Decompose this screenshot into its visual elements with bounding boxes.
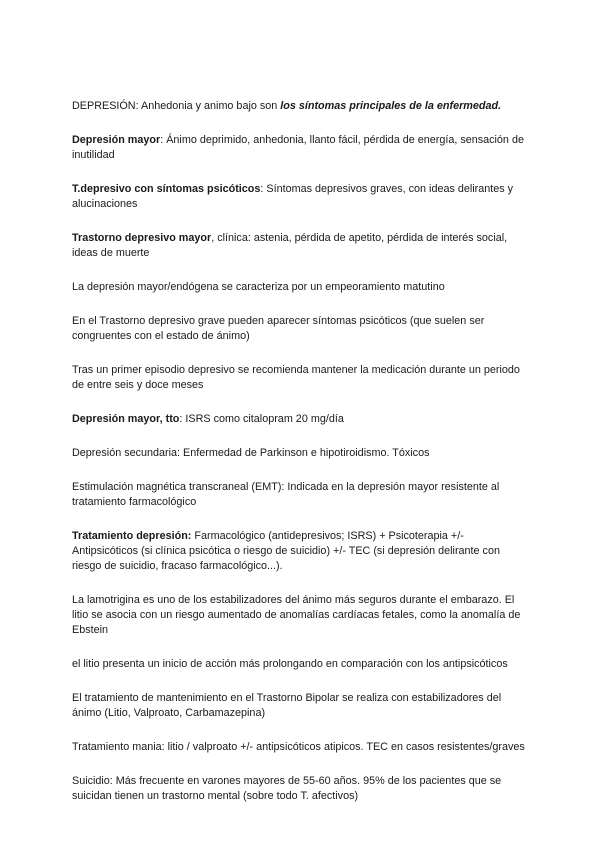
paragraph-suicidio: [72, 774, 532, 804]
paragraph-text: La lamotrigina es uno de los estabilizadores del ánimo más seguros durante el embarazo. El litio se asocia con un riesgo aumentado de anomalías cardíacas fetales, como la anomalía de Ebstein: [72, 594, 521, 636]
paragraph-heading: Tratamiento depresión:: [72, 530, 192, 542]
paragraph-text: En el Trastorno depresivo grave pueden aparecer síntomas psicóticos (que suelen ser congruentes con el estado de ánimo): [72, 315, 485, 342]
paragraph-text: Farmacológico (antidepresivos; ISRS) + Psicoterapia +/- Antipsicóticos (si clínica psicótica o riesgo de suicidio) +/- TEC (si depresión delirante con riesgo de suicidio, fracaso farmacológico...).: [72, 530, 500, 572]
paragraph-litio-inicio: [72, 657, 532, 672]
paragraph-heading: Depresión mayor: [72, 134, 161, 146]
paragraph-emphasis: los síntomas principales de la enfermedad.: [280, 100, 502, 112]
paragraph-tratamiento-depresion: [72, 529, 532, 574]
document-page: [72, 99, 532, 823]
paragraph-text: DEPRESIÓN: Anhedonia y animo bajo son: [72, 100, 281, 112]
paragraph-depresion-mayor-tto: [72, 412, 532, 427]
paragraph-text: : Ánimo deprimido, anhedonia, llanto fácil, pérdida de energía, sensación de inutilidad: [72, 134, 524, 161]
paragraph-text: La depresión mayor/endógena se caracteriza por un empeoramiento matutino: [72, 281, 445, 293]
paragraph-text: Depresión secundaria: Enfermedad de Parkinson e hipotiroidismo. Tóxicos: [72, 447, 430, 459]
paragraph-text: Tras un primer episodio depresivo se recomienda mantener la medicación durante un periodo de entre seis y doce meses: [72, 364, 520, 391]
paragraph-tratamiento-mania: [72, 740, 532, 755]
paragraph-trastorno-depresivo-mayor: [72, 231, 532, 261]
paragraph-depresivo-grave: [72, 314, 532, 344]
paragraph-empeoramiento-matutino: [72, 280, 532, 295]
paragraph-primer-episodio: [72, 363, 532, 393]
paragraph-heading: Trastorno depresivo mayor: [72, 232, 212, 244]
paragraph-sintomas-psicoticos: [72, 182, 532, 212]
paragraph-depresion-secundaria: [72, 446, 532, 461]
paragraph-heading: T.depresivo con síntomas psicóticos: [72, 183, 261, 195]
paragraph-text: : ISRS como citalopram 20 mg/día: [179, 413, 344, 425]
paragraph-mantenimiento-bipolar: [72, 691, 532, 721]
paragraph-emt: [72, 480, 532, 510]
paragraph-heading: Depresión mayor, tto: [72, 413, 180, 425]
paragraph-text: el litio presenta un inicio de acción más prolongando en comparación con los antipsicóticos: [72, 658, 508, 670]
paragraph-depresion-mayor: [72, 133, 532, 163]
paragraph-lamotrigina: [72, 593, 532, 638]
paragraph-text: Tratamiento mania: litio / valproato +/- antipsicóticos atipicos. TEC en casos resistentes/graves: [72, 741, 525, 753]
paragraph-depresion-intro: [72, 99, 532, 114]
paragraph-text: , clínica: astenia, pérdida de apetito, pérdida de interés social, ideas de muerte: [72, 232, 508, 259]
paragraph-text: : Síntomas depresivos graves, con ideas delirantes y alucinaciones: [72, 183, 514, 210]
paragraph-text: Estimulación magnética transcraneal (EMT): Indicada en la depresión mayor resistente al tratamiento farmacológico: [72, 481, 500, 508]
paragraph-text: Suicidio: Más frecuente en varones mayores de 55-60 años. 95% de los pacientes que se suicidan tienen un trastorno mental (sobre todo T. afectivos): [72, 775, 502, 802]
paragraph-text: El tratamiento de mantenimiento en el Trastorno Bipolar se realiza con estabilizadores del ánimo (Litio, Valproato, Carbamazepina): [72, 692, 502, 719]
